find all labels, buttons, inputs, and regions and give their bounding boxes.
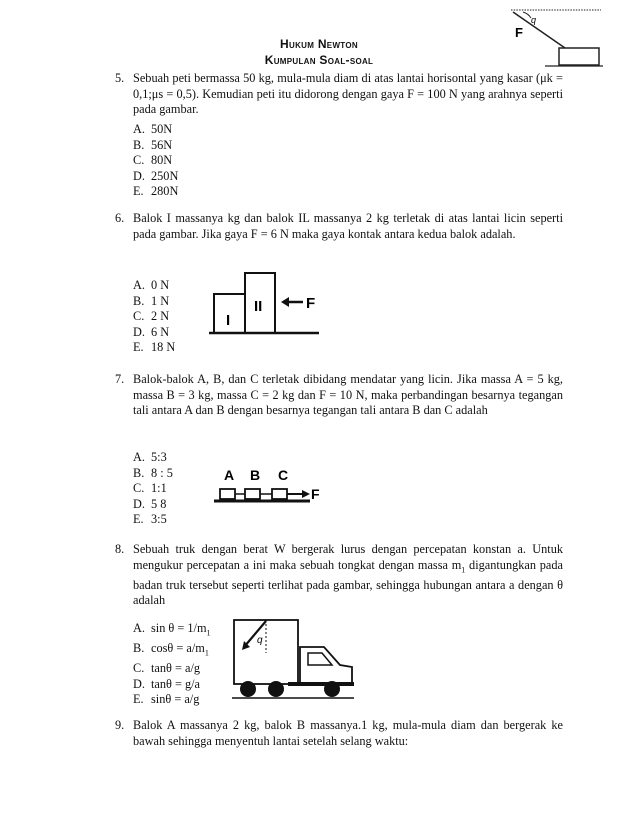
question-number: 7. bbox=[115, 372, 125, 386]
question-9 bbox=[115, 718, 563, 749]
question-text: Sebuah peti bermassa 50 kg, mula-mula diam di atas lantai horisontal yang kasar (μk = 0,1;μs = 0,5). Kemudian peti itu didorong dengan gaya F = 100 N yang arahnya seperti pada gambar. bbox=[133, 71, 563, 117]
option[interactable]: E. 18 N bbox=[133, 340, 176, 355]
options-6 bbox=[133, 278, 175, 356]
question-number: 6. bbox=[115, 211, 125, 225]
question-text: Balok A massanya 2 kg, balok B massanya.1 kg, mula-mula diam dan bergerak ke bawah sehingga menyentuh lantai setelah selang waktu: bbox=[133, 718, 563, 748]
option[interactable]: C. 1:1 bbox=[133, 481, 167, 496]
option[interactable]: B. 1 N bbox=[133, 293, 170, 308]
truck-angle-label: q bbox=[257, 635, 263, 646]
block-c-label: C bbox=[278, 467, 289, 483]
figure-three-blocks bbox=[210, 466, 325, 508]
question-8 bbox=[115, 542, 563, 609]
option[interactable]: D. 250N bbox=[133, 168, 179, 183]
option[interactable]: B. 56N bbox=[133, 137, 173, 152]
block-a-label: A bbox=[224, 467, 235, 483]
friction-coefficients: μk = 0,1;μs = 0,5 bbox=[133, 71, 563, 101]
option[interactable]: C. 2 N bbox=[133, 309, 170, 324]
force-label: F bbox=[311, 486, 320, 502]
question-text: Balok I massanya kg dan balok IL massanya 2 kg terletak di atas lantai licin seperti pada gambar. Jika gaya F = 6 N maka gaya kontak antara kedua balok adalah. bbox=[133, 211, 563, 241]
header-title: Hukum Newton bbox=[280, 37, 358, 51]
figure-force-on-box bbox=[505, 4, 605, 70]
option[interactable]: E. sinθ = a/g bbox=[133, 692, 200, 707]
options-7 bbox=[133, 450, 173, 528]
option[interactable]: B. $\cos\theta = a/m_1$ bbox=[133, 641, 209, 658]
option[interactable]: A. 50N bbox=[133, 122, 173, 136]
option[interactable]: A. 5:3 bbox=[133, 450, 167, 464]
force-label: F bbox=[306, 295, 316, 312]
option[interactable]: D. 5 8 bbox=[133, 496, 167, 511]
option[interactable]: C. tanθ = a/g bbox=[133, 661, 201, 676]
question-text: Balok-balok A, B, dan C terletak dibidang mendatar yang licin. Jika massa A = 5 kg, massa B = 3 kg, massa C = 2 kg dan F = 10 N, maka perbandingan besarnya tegangan tali antara A dan B dengan besarnya tegangan tali antara B dan C adalah bbox=[133, 372, 563, 418]
question-number: 8. bbox=[115, 542, 125, 556]
block-i-label: I bbox=[226, 312, 231, 329]
question-text: Sebuah truk dengan berat W bergerak lurus dengan percepatan konstan a. Untuk mengukur percepatan a ini maka sebuah tongkat dengan massa $m_1$ digantungkan pada badan truk tersebut seperti terlihat pada gambar, sehingga hubungan antara a dengan θ adalah bbox=[133, 542, 563, 608]
block-ii-label: II bbox=[254, 298, 263, 315]
option[interactable]: E. 280N bbox=[133, 184, 179, 199]
question-number: 9. bbox=[115, 718, 125, 732]
question-5 bbox=[115, 71, 563, 118]
option[interactable]: C. 80N bbox=[133, 153, 173, 168]
option[interactable]: B. 8 : 5 bbox=[133, 465, 173, 480]
question-6 bbox=[115, 211, 563, 242]
question-number: 5. bbox=[115, 71, 125, 85]
option[interactable]: E. 3:5 bbox=[133, 512, 167, 527]
figure-two-blocks bbox=[205, 270, 330, 336]
header-subtitle: Kumpulan Soal-soal bbox=[264, 53, 374, 67]
options-5 bbox=[133, 122, 178, 200]
option[interactable]: D. tanθ = g/a bbox=[133, 676, 201, 691]
question-7 bbox=[115, 372, 563, 419]
option[interactable]: A. $\sin \theta = 1/m_1$ bbox=[133, 621, 211, 638]
block-b-label: B bbox=[250, 467, 261, 483]
figure-truck bbox=[228, 617, 358, 701]
options-8 bbox=[133, 621, 211, 708]
option[interactable]: D. 6 N bbox=[133, 324, 170, 339]
option[interactable]: A. 0 N bbox=[133, 278, 170, 292]
figure-force-label: F bbox=[515, 25, 523, 40]
figure-angle-label: q bbox=[531, 15, 537, 25]
